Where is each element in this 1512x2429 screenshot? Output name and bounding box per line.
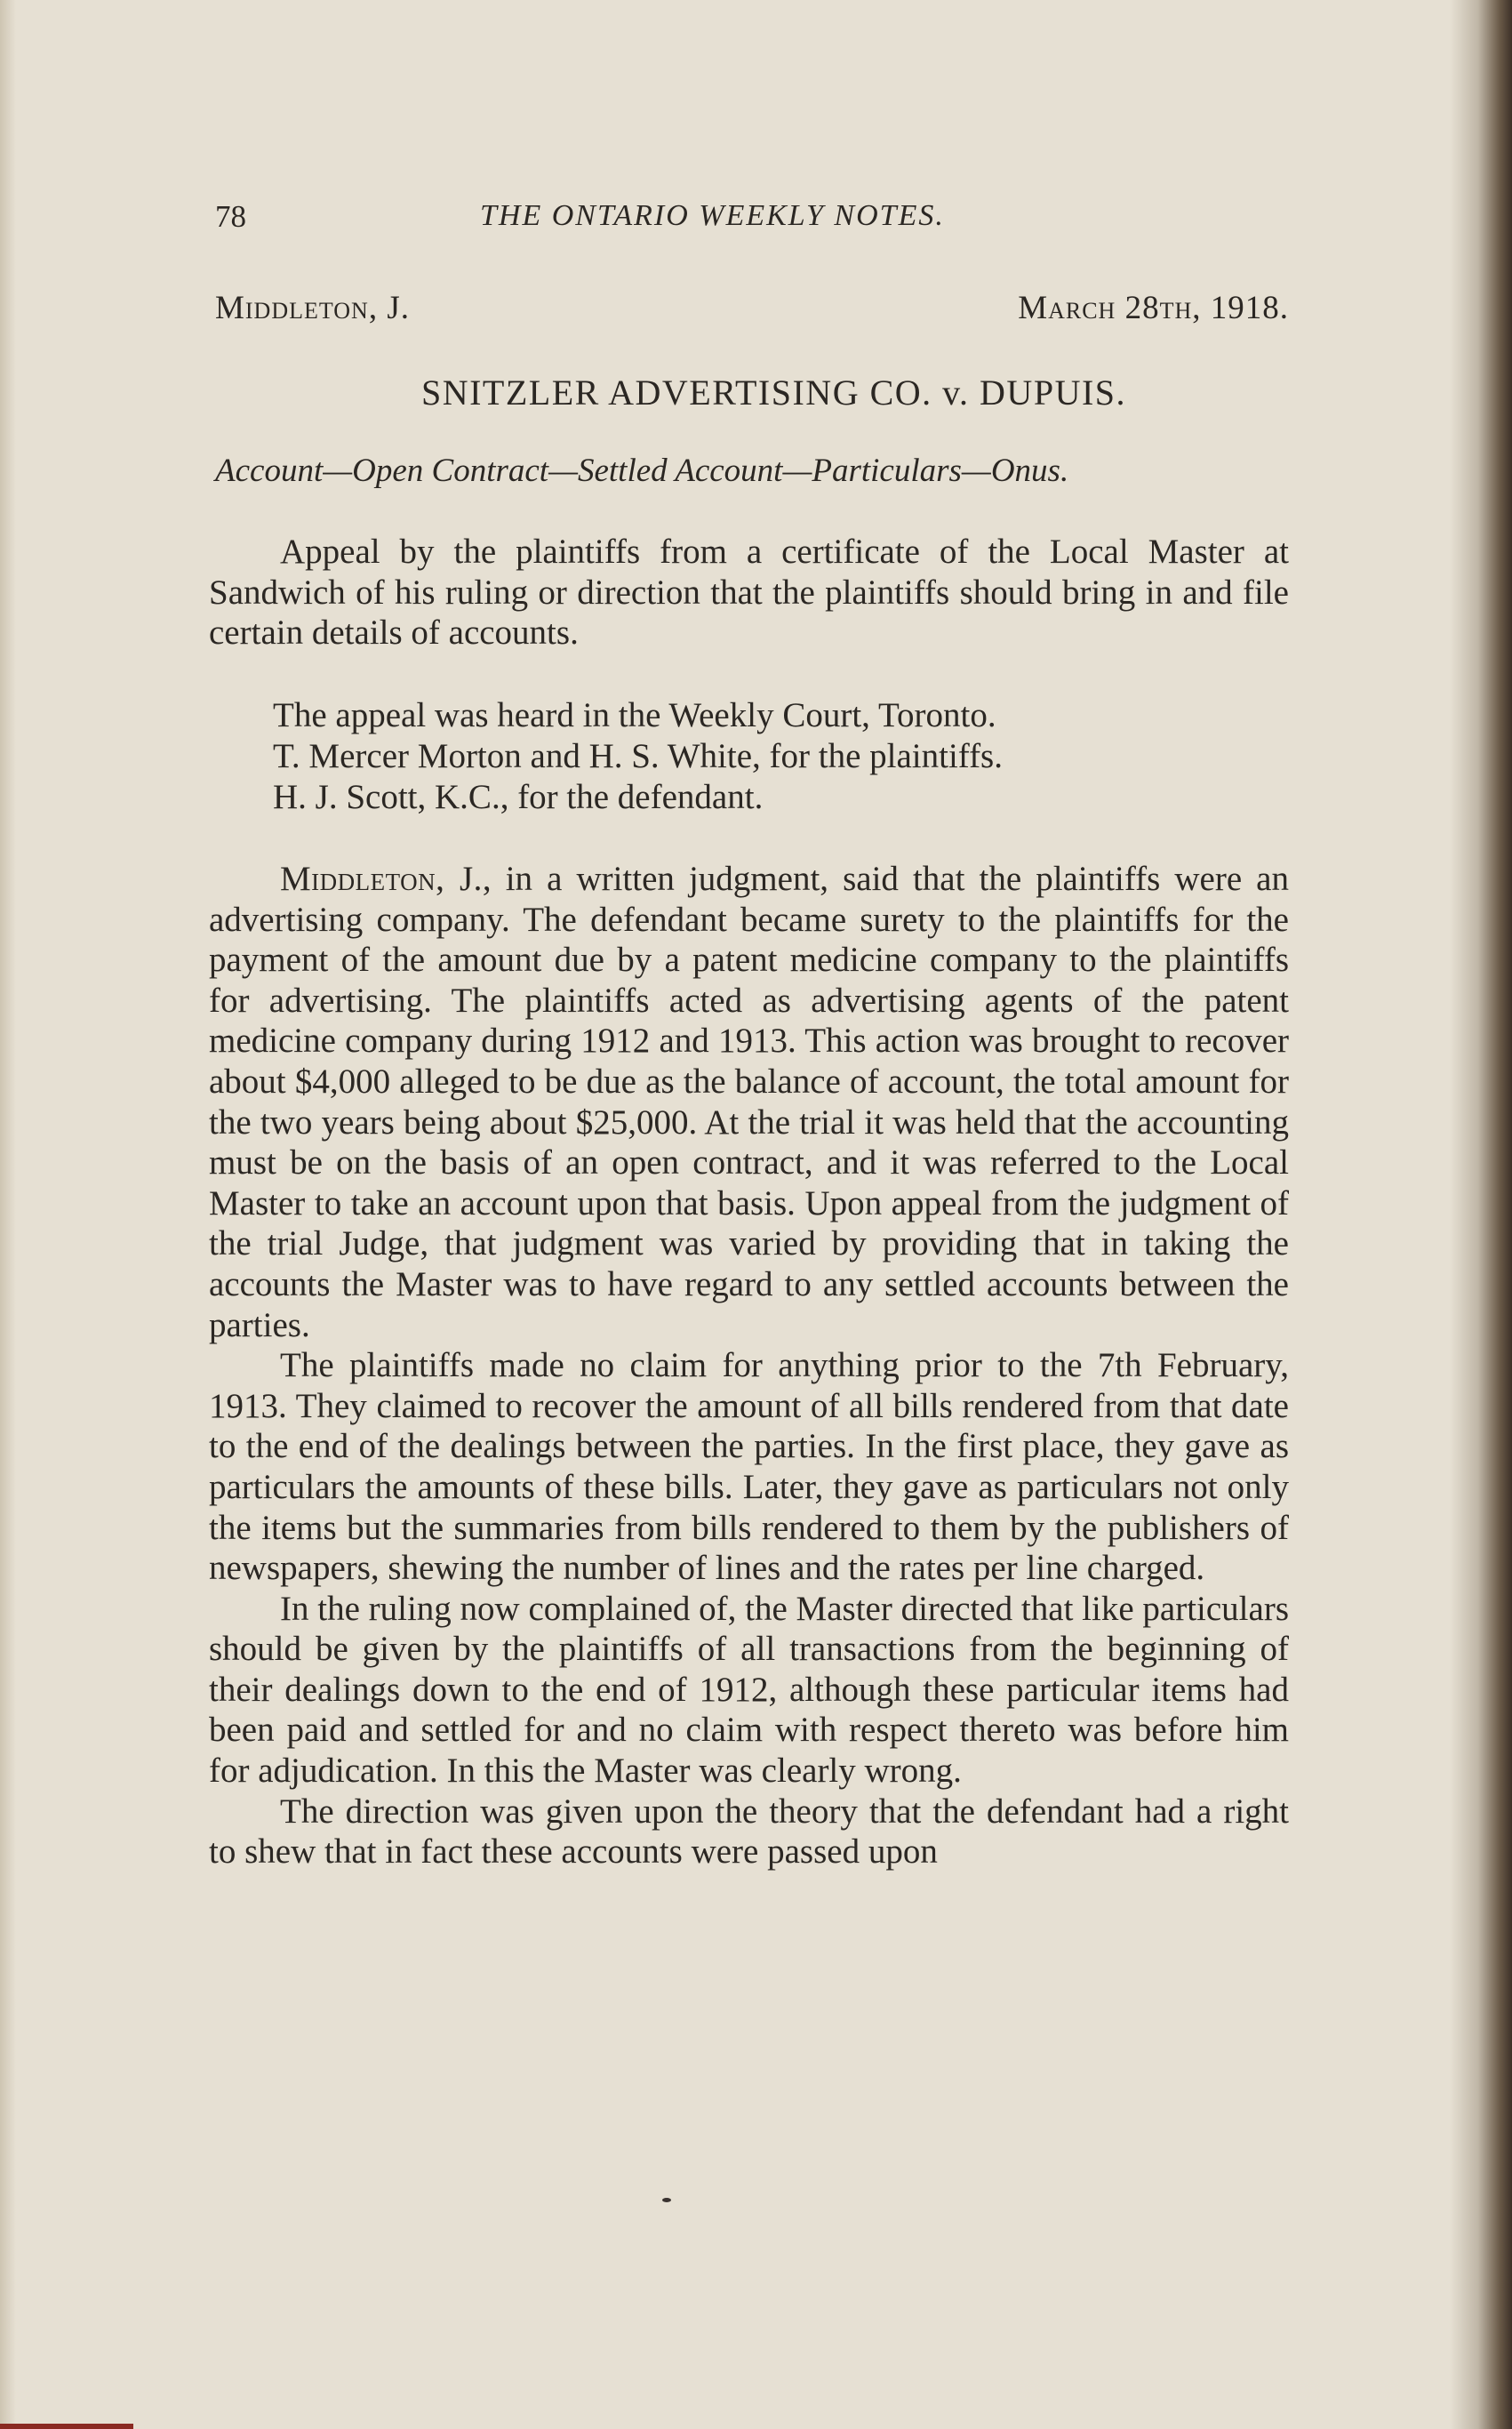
ink-speck — [662, 2198, 671, 2202]
judge-lead: Middleton, J. — [280, 860, 483, 898]
intro-block — [209, 532, 1289, 653]
appearance-line: H. J. Scott, K.C., for the defendant. — [273, 778, 764, 816]
judgment-paragraph — [209, 859, 1289, 1345]
judgment-body — [209, 859, 1289, 1872]
case-parties: SNITZLER ADVERTISING CO. v. DUPUIS. — [420, 373, 1127, 413]
judge-name: Middleton, J. — [215, 290, 410, 326]
catchwords: Account—Open Contract—Settled Account—Particulars—Onus. — [215, 453, 1069, 489]
page-number: 78 — [215, 199, 246, 234]
binding-shadow — [1450, 0, 1512, 2429]
appearance-line: T. Mercer Morton and H. S. White, for the plaintiffs. — [273, 737, 1003, 775]
running-title: THE ONTARIO WEEKLY NOTES. — [480, 199, 945, 232]
judgment-date: March 28th, 1918. — [1018, 290, 1289, 326]
judgment-paragraph: In the ruling now complained of, the Master directed that like particulars should be given by the plaintiffs of all transactions from the beginning of their dealings down to the end of 1912, although these particular items had been paid and settled for and no claim with respect thereto was before him for adjudication. In this the Master was clearly wrong. — [209, 1589, 1289, 1791]
appearances-block — [273, 695, 1251, 818]
judgment-paragraph-text: , in a written judgment, said that the plaintiffs were an advertising company. The defendant became surety to the plaintiffs for the payment of the amount due by a patent medicine company to the plaintiffs for advertising. The plaintiffs acted as advertising agents of the patent medicine company during 1912 and 1913. This action was brought to recover about $4,000 alleged to be due as the balance of account, the total amount for the two years being about $25,000. At the trial it was held that the accounting must be on the basis of an open contract, and it was referred to the Local Master to take an account upon that basis. Upon appeal from the judgment of the trial Judge, that judgment was varied by providing that in taking the accounts the Master was to have regard to any settled accounts between the parties. — [209, 860, 1289, 1344]
page-header — [215, 199, 1015, 244]
page-left-edge — [0, 0, 16, 2429]
judgment-paragraph: The plaintiffs made no claim for anything prior to the 7th February, 1913. They claimed to recover the amount of all bills rendered from that date to the end of the dealings between the parties. In the first place, they gave as particulars the amounts of these bills. Later, they gave as particulars not only the items but the summaries from bills rendered to them by the publishers of newspapers, shewing the number of lines and the rates per line charged. — [209, 1346, 1289, 1588]
appearance-line: The appeal was heard in the Weekly Court, Toronto. — [273, 696, 996, 734]
case-title — [0, 372, 1512, 413]
intro-paragraph: Appeal by the plaintiffs from a certificate of the Local Master at Sandwich of his ruling or direction that the plaintiffs should bring in and file certain details of accounts. — [209, 533, 1289, 653]
judgment-paragraph: The direction was given upon the theory that the defendant had a right to shew that in fact these accounts were passed upon — [209, 1792, 1289, 1872]
cover-edge-strip — [0, 2424, 133, 2429]
